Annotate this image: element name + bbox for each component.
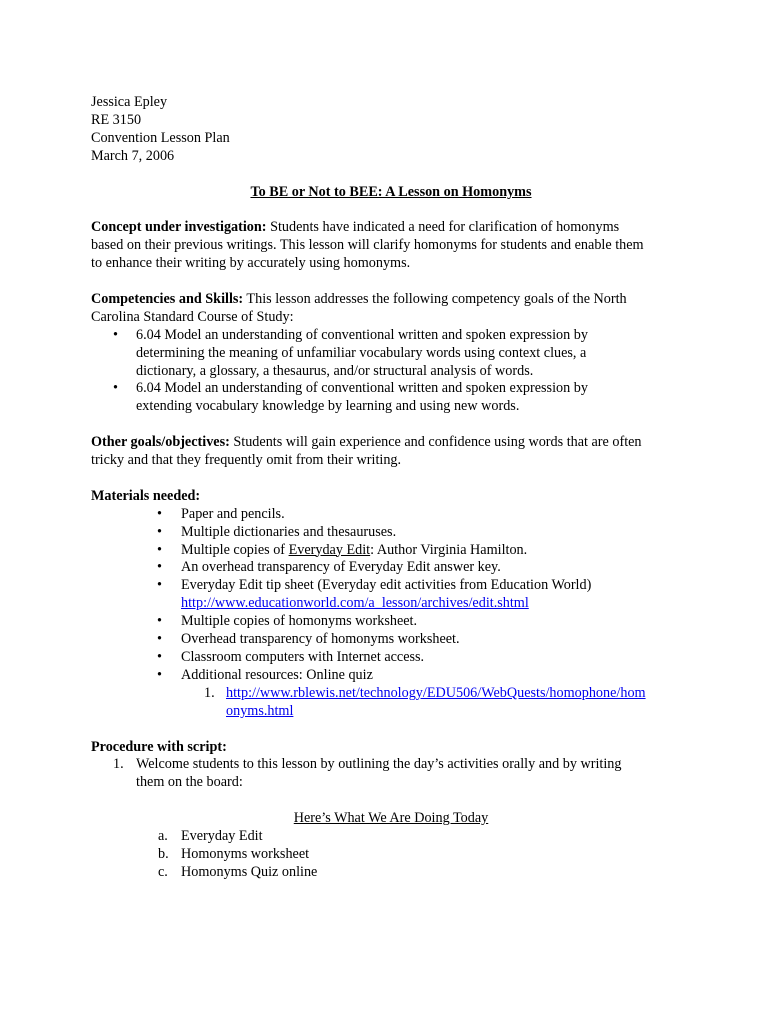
- agenda-item: b. Homonyms worksheet: [158, 845, 310, 862]
- competencies-heading: Competencies and Skills:: [91, 290, 244, 307]
- materials-item: • Everyday Edit tip sheet (Everyday edit activities from Education World): [157, 577, 592, 594]
- concept-paragraph-line-3: to enhance their writing by accurately using homonyms.: [91, 255, 411, 272]
- board-heading: Here’s What We Are Doing Today: [293, 810, 489, 827]
- book-title: Everyday Edit: [288, 541, 371, 558]
- lesson-title: [91, 184, 691, 202]
- bullet-icon: •: [157, 505, 162, 522]
- quiz-resource-item: [91, 685, 691, 703]
- competencies-paragraph-line-1: Competencies and Skills: This lesson addresses the following competency goals of the North: [91, 290, 627, 307]
- other-goals-line-1: Other goals/objectives: Students will gain experience and confidence using words that are often: [91, 434, 642, 451]
- agenda-item: a. Everyday Edit: [158, 828, 263, 845]
- materials-item: • Overhead transparency of homonyms worksheet.: [157, 631, 460, 648]
- list-number: 1.: [204, 684, 215, 701]
- bullet-icon: •: [157, 649, 162, 666]
- concept-paragraph-line-2: based on their previous writings. This lesson will clarify homonyms for students and enable them: [91, 237, 644, 254]
- concept-heading: Concept under investigation:: [91, 219, 267, 236]
- bullet-icon: •: [157, 523, 162, 540]
- materials-item: • Multiple copies of Everyday Edit: Author Virginia Hamilton.: [157, 541, 528, 558]
- bullet-icon: •: [113, 326, 118, 343]
- bullet-icon: •: [157, 666, 162, 683]
- competency-item: • 6.04 Model an understanding of conventional written and spoken expression by extending vocabulary knowledge by learning and using new words.: [113, 380, 588, 415]
- bullet-icon: •: [157, 613, 162, 630]
- procedure-step: 1. Welcome students to this lesson by outlining the day’s activities orally and by writing: [113, 756, 622, 773]
- bullet-icon: •: [157, 577, 162, 594]
- course-code: RE 3150: [91, 111, 142, 128]
- materials-item: • Classroom computers with Internet access.: [157, 649, 425, 666]
- list-number: 1.: [113, 756, 124, 773]
- bullet-icon: •: [157, 559, 162, 576]
- other-goals-line-2: tricky and that they frequently omit from their writing.: [91, 452, 402, 469]
- bullet-icon: •: [157, 541, 162, 558]
- document-type: Convention Lesson Plan: [91, 129, 230, 146]
- materials-item: • Additional resources: Online quiz: [157, 666, 373, 683]
- document-date: March 7, 2006: [91, 147, 175, 164]
- document-body: Jessica Epley RE 3150 Convention Lesson Plan March 7, 2006 To BE or Not to BEE: A Lesson on Homonyms Concept under investigation: Students have indicated a need for clarification of homonyms based on their previous writings. This lesson will clarify homonyms for students and enable them to enhance their writing by accurately using homonyms. Competencies and Skills: This lesson addresses the following competency goals of the North Carolina Standard Course of Study: • 6.04 Model an understanding of conventional written and spoken expression by determining the meaning of unfamiliar vocabulary words using context clues, a dictionary, a glossary, a thesaurus, and/or structural analysis of words. • 6.04 Model an understanding of conventional written and spoken expression by extending vocabulary knowledge by learning and using new words. Other goals/objectives: Students will gain experience and confidence using words that are often tricky and that they frequently omit from their writing. Materials needed: • Paper and pencils. • Multiple dictionaries and thesauruses. • Multiple copies of Everyday Edit: Author Virginia Hamilton. • An overhead transparency of Everyday Edit answer key. • Everyday Edit tip sheet (Everyday edit activities from Education World) http://www.educationworld.com/a_lesson/archives/edit.shtml • Multiple copies of homonyms worksheet. • Overhead transparency of homonyms worksheet. • Classroom computers with Internet access. • Additional resources: Online quiz 1. http://www.rblewis.net/technology/EDU506/WebQuests/homophone/hom onyms.html Procedure with script: 1. Welcome students to this lesson by outlining the day’s activities orally and by writing them on the board: Here’s What We Are Doing Today a. Everyday Edit b. Homonyms worksheet c. Homonyms Quiz online: [91, 94, 691, 882]
- author-name: Jessica Epley: [91, 94, 168, 110]
- competencies-paragraph-line-2: Carolina Standard Course of Study:: [91, 308, 294, 325]
- materials-item: • Paper and pencils.: [157, 505, 285, 522]
- procedure-heading: Procedure with script:: [91, 738, 227, 755]
- online-quiz-link-continued[interactable]: onyms.html: [226, 702, 294, 719]
- bullet-icon: •: [157, 631, 162, 648]
- materials-heading: Materials needed:: [91, 487, 201, 504]
- list-letter: b.: [158, 845, 169, 862]
- concept-paragraph-line-1: Concept under investigation: Students have indicated a need for clarification of homonyms: [91, 219, 620, 236]
- other-goals-heading: Other goals/objectives:: [91, 434, 230, 451]
- lesson-title-text: To BE or Not to BEE: A Lesson on Homonyms: [250, 183, 532, 200]
- materials-item: • Multiple dictionaries and thesauruses.: [157, 523, 397, 540]
- materials-item: • An overhead transparency of Everyday Edit answer key.: [157, 559, 501, 576]
- online-quiz-link[interactable]: http://www.rblewis.net/technology/EDU506/WebQuests/homophone/hom: [226, 684, 646, 701]
- education-world-link[interactable]: http://www.educationworld.com/a_lesson/archives/edit.shtml: [181, 595, 529, 612]
- list-letter: c.: [158, 863, 168, 880]
- competency-item: • 6.04 Model an understanding of conventional written and spoken expression by determining the meaning of unfamiliar vocabulary words using context clues, a dictionary, a glossary, a thesaurus, and/or structural analysis of words.: [113, 326, 588, 379]
- agenda-item: c. Homonyms Quiz online: [158, 863, 318, 880]
- list-letter: a.: [158, 828, 168, 845]
- materials-item: • Multiple copies of homonyms worksheet.: [157, 613, 418, 630]
- bullet-icon: •: [113, 380, 118, 397]
